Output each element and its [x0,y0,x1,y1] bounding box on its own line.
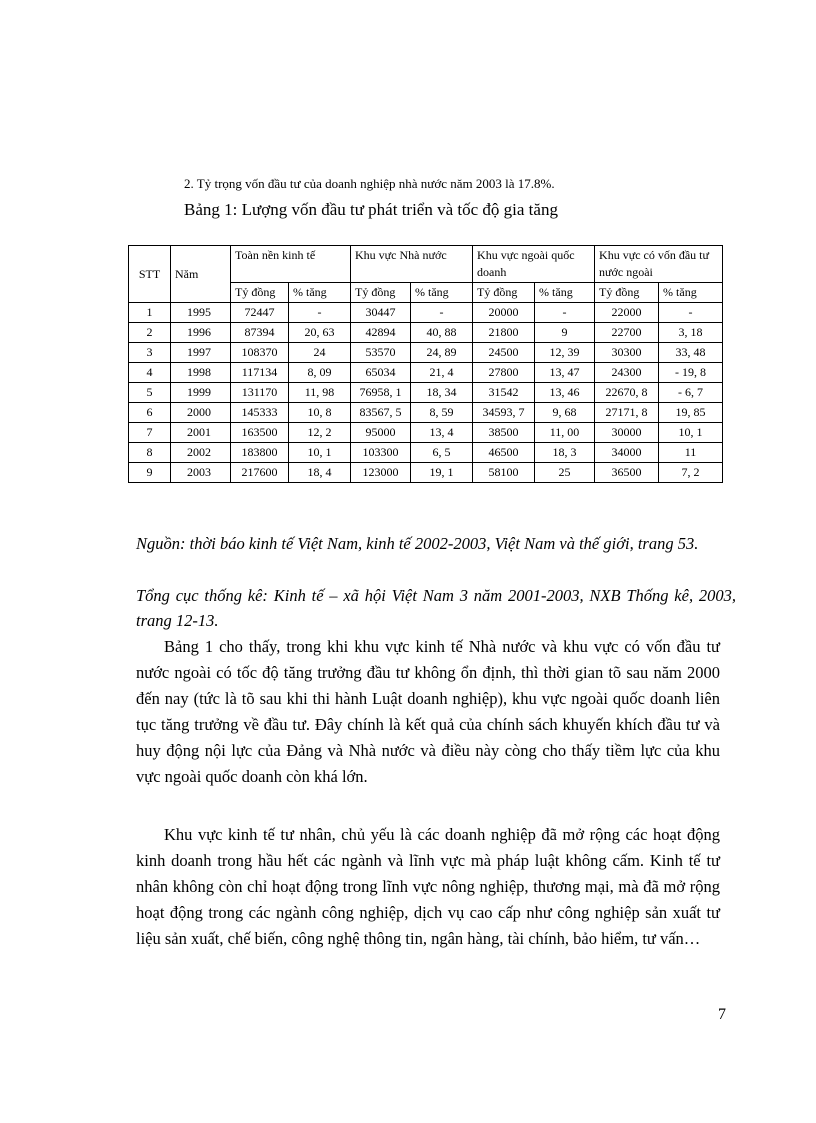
investment-table [128,245,723,483]
header-group-fdi: Khu vực có vốn đầu tư nước ngoài [595,246,723,283]
table-cell: 24 [289,343,351,363]
table-cell: 11, 00 [535,423,595,443]
table-cell: 53570 [351,343,411,363]
subheader-ty-dong: Tỷ đồng [473,283,535,303]
subheader-ty-dong: Tỷ đồng [595,283,659,303]
table-cell: 163500 [231,423,289,443]
page-number: 7 [718,1006,726,1023]
subheader-ty-dong: Tỷ đồng [231,283,289,303]
table-cell: 27800 [473,363,535,383]
table-cell: 131170 [231,383,289,403]
table-cell: 3, 18 [659,323,723,343]
table-cell: 20, 63 [289,323,351,343]
table-cell: 6 [129,403,171,423]
table-cell: 27171, 8 [595,403,659,423]
header-year: Năm [171,246,231,303]
header-group-nonstate: Khu vực ngoài quốc doanh [473,246,595,283]
table-cell: 19, 1 [411,463,473,483]
table-cell: 4 [129,363,171,383]
table-cell: 11, 98 [289,383,351,403]
table-cell: 30000 [595,423,659,443]
body-paragraph-2: Khu vực kinh tế tư nhân, chủ yếu là các doanh nghiệp đã mở rộng các hoạt động kinh doanh trong hầu hết các ngành và lĩnh vực mà pháp luật không cấm. Kinh tế tư nhân không còn chỉ hoạt động trong lĩnh vực nông nghiệp, thương mại, mà đã mở rộng hoạt động trong các ngành công nghiệp, dịch vụ cao cấp như công nghiệp sản xuất tư liệu sản xuất, chế biến, công nghệ thông tin, ngân hàng, tài chính, bảo hiểm, tư vấn… [136,825,720,948]
table-cell: 11 [659,443,723,463]
footnote: 2. Tỷ trọng vốn đầu tư của doanh nghiệp nhà nước năm 2003 là 17.8%. [184,176,555,191]
table-cell: 8, 59 [411,403,473,423]
table-cell: 34000 [595,443,659,463]
table-cell: 103300 [351,443,411,463]
table-cell: 3 [129,343,171,363]
table-cell: - [535,303,595,323]
table-cell: 33, 48 [659,343,723,363]
table-cell: 12, 2 [289,423,351,443]
table-cell: 1995 [171,303,231,323]
table-cell: 1996 [171,323,231,343]
table-cell: 40, 88 [411,323,473,343]
table-row [129,323,723,343]
table-cell: 117134 [231,363,289,383]
subheader-pct: % tăng [411,283,473,303]
table-cell: - [659,303,723,323]
table-cell: 1 [129,303,171,323]
header-stt: STT [129,246,171,303]
source-note-1: Nguồn: thời báo kinh tế Việt Nam, kinh tế 2002-2003, Việt Nam và thế giới, trang 53. [136,534,699,553]
table-cell: 9, 68 [535,403,595,423]
table-cell: 24300 [595,363,659,383]
table-cell: 10, 8 [289,403,351,423]
table-row [129,403,723,423]
header-group-economy: Toàn nền kinh tế [231,246,351,283]
table-row [129,423,723,443]
table-cell: 183800 [231,443,289,463]
source-note-2: Tổng cục thống kê: Kinh tế – xã hội Việt Nam 3 năm 2001-2003, NXB Thống kê, 2003, trang 12-13. [136,586,736,630]
table-cell: - [411,303,473,323]
table-cell: 18, 34 [411,383,473,403]
table-cell: 34593, 7 [473,403,535,423]
table-cell: 38500 [473,423,535,443]
table-cell: 9 [129,463,171,483]
table-cell: 18, 3 [535,443,595,463]
table-cell: - [289,303,351,323]
table-cell: 18, 4 [289,463,351,483]
table-cell: 2000 [171,403,231,423]
table-cell: 13, 46 [535,383,595,403]
table-caption: Bảng 1: Lượng vốn đầu tư phát triển và tốc độ gia tăng [184,200,558,219]
subheader-pct: % tăng [659,283,723,303]
table-cell: 12, 39 [535,343,595,363]
subheader-pct: % tăng [535,283,595,303]
table-cell: 21, 4 [411,363,473,383]
table-cell: 30300 [595,343,659,363]
table-cell: 19, 85 [659,403,723,423]
table-header-row [129,246,723,283]
table-cell: 65034 [351,363,411,383]
table-cell: 95000 [351,423,411,443]
table-row [129,303,723,323]
table-cell: 2 [129,323,171,343]
subheader-pct: % tăng [289,283,351,303]
table-cell: 83567, 5 [351,403,411,423]
table-cell: 72447 [231,303,289,323]
table-cell: 58100 [473,463,535,483]
table-cell: 10, 1 [289,443,351,463]
table-cell: - 19, 8 [659,363,723,383]
table-cell: 22700 [595,323,659,343]
table-row [129,463,723,483]
table-cell: 5 [129,383,171,403]
table-cell: 46500 [473,443,535,463]
table-cell: 24500 [473,343,535,363]
table-cell: 2003 [171,463,231,483]
table-cell: 6, 5 [411,443,473,463]
table-cell: 10, 1 [659,423,723,443]
table-cell: 1999 [171,383,231,403]
table-cell: 42894 [351,323,411,343]
table-cell: 7 [129,423,171,443]
table-row [129,383,723,403]
table-cell: - 6, 7 [659,383,723,403]
table-cell: 9 [535,323,595,343]
table-cell: 36500 [595,463,659,483]
table-cell: 87394 [231,323,289,343]
table-row [129,363,723,383]
table-cell: 24, 89 [411,343,473,363]
table-cell: 21800 [473,323,535,343]
subheader-ty-dong: Tỷ đồng [351,283,411,303]
table-cell: 8, 09 [289,363,351,383]
table-cell: 217600 [231,463,289,483]
table-cell: 8 [129,443,171,463]
table-cell: 145333 [231,403,289,423]
table-cell: 1998 [171,363,231,383]
table-cell: 25 [535,463,595,483]
table-cell: 13, 47 [535,363,595,383]
table-cell: 20000 [473,303,535,323]
table-cell: 13, 4 [411,423,473,443]
header-group-state: Khu vực Nhà nước [351,246,473,283]
table-cell: 76958, 1 [351,383,411,403]
table-cell: 7, 2 [659,463,723,483]
table-cell: 2001 [171,423,231,443]
table-cell: 2002 [171,443,231,463]
table-cell: 22000 [595,303,659,323]
table-cell: 30447 [351,303,411,323]
body-paragraph-1: Bảng 1 cho thấy, trong khi khu vực kinh tế Nhà nước và khu vực có vốn đầu tư nước ngoài có tốc độ tăng trưởng đầu tư không ổn định, thì thời gian tõ sau năm 2000 đến nay (tức là tõ sau khi thi hành Luật doanh nghiệp), khu vực ngoài quốc doanh liên tục tăng trưởng về đầu tư. Đây chính là kết quả của chính sách khuyến khích đầu tư và huy động nội lực của Đảng và Nhà nước và điều này còng cho thấy tiềm lực của khu vực ngoài quốc doanh còn khá lớn. [136,637,720,786]
table-cell: 22670, 8 [595,383,659,403]
table-row [129,343,723,363]
table-cell: 108370 [231,343,289,363]
table-cell: 31542 [473,383,535,403]
table-cell: 1997 [171,343,231,363]
table-row [129,443,723,463]
table-cell: 123000 [351,463,411,483]
